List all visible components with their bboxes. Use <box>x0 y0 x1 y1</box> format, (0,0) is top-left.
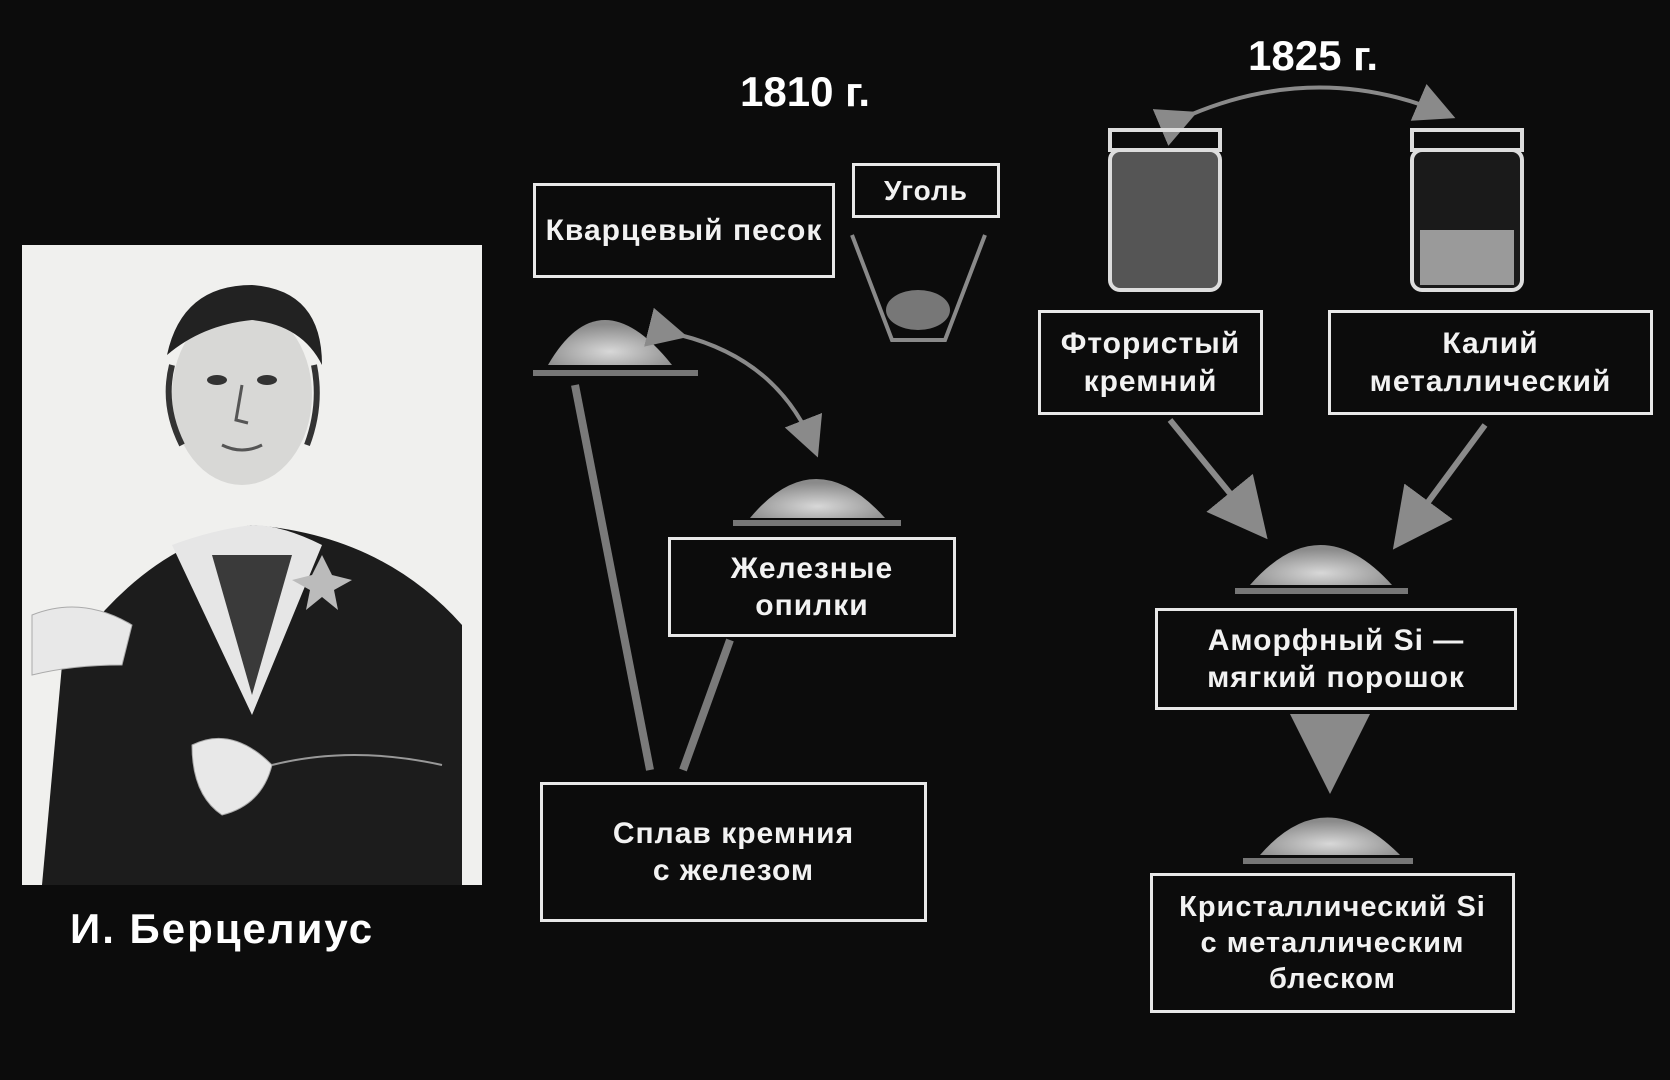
fluoride-to-amorphous-arrow <box>1170 420 1260 530</box>
iron-filings-pile <box>750 479 885 518</box>
iron-filings-tray <box>733 520 901 526</box>
method-1825-graphics <box>1110 88 1522 865</box>
reagents-arrow-1825 <box>1190 88 1448 116</box>
potassium-label: Калий металлический <box>1328 310 1653 415</box>
coal-pile <box>886 290 950 330</box>
potassium-to-amorphous-arrow <box>1400 425 1485 540</box>
amorphous-si-tray <box>1235 588 1408 594</box>
iron-filings-label: Железные опилки <box>668 537 956 637</box>
portrait-caption: И. Берцелиус <box>70 905 375 952</box>
sand-to-alloy-line <box>575 385 650 770</box>
quartz-sand-pile <box>548 320 672 365</box>
coal-label: Уголь <box>852 163 1000 218</box>
silicon-fluoride-jar <box>1110 130 1220 290</box>
crystalline-si-label: Кристаллический Si с металлическим блеском <box>1150 873 1515 1013</box>
crystalline-si-tray <box>1243 858 1413 864</box>
silicon-fluoride-label: Фтористый кремний <box>1038 310 1263 415</box>
potassium-jar <box>1412 130 1522 290</box>
quartz-sand-label: Кварцевый песок <box>533 183 835 278</box>
method-1810-graphics <box>533 235 985 770</box>
amorphous-si-label: Аморфный Si — мягкий порошок <box>1155 608 1517 710</box>
exchange-arrow-1810 <box>680 335 815 450</box>
alloy-label: Сплав кремния с железом <box>540 782 927 922</box>
year-1825: 1825 г. <box>1248 32 1379 79</box>
amorphous-si-pile <box>1250 545 1392 585</box>
filings-to-alloy-line <box>683 640 730 770</box>
crystalline-si-pile <box>1260 818 1400 856</box>
quartz-sand-tray <box>533 370 698 376</box>
year-1810: 1810 г. <box>740 68 871 115</box>
